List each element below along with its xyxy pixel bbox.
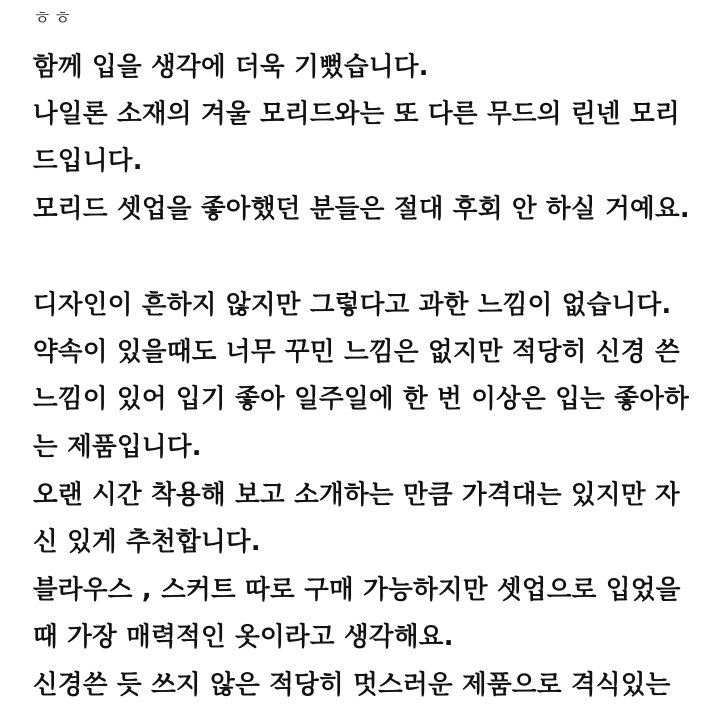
- text-line: 신 있게 추천합니다.: [33, 527, 261, 557]
- text-line: 오랜 시간 착용해 보고 소개하는 만큼 가격대는 있지만 자: [33, 480, 680, 510]
- text-line: 신경쓴 듯 쓰지 않은 적당히 멋스러운 제품으로 격식있는: [33, 670, 671, 700]
- text-line: 는 제품입니다.: [33, 432, 202, 462]
- text-line: 함께 입을 생각에 더욱 기뻤습니다.: [33, 52, 429, 82]
- text-line: 드입니다.: [33, 146, 143, 176]
- text-line: 나일론 소재의 겨울 모리드와는 또 다른 무드의 린넨 모리: [33, 99, 680, 129]
- text-line: 느낌이 있어 입기 좋아 일주일에 한 번 이상은 입는 좋아하: [33, 384, 690, 414]
- text-line: 블라우스 , 스커트 따로 구매 가능하지만 셋업으로 입었을: [33, 575, 681, 605]
- text-line: 디자인이 흔하지 않지만 그렇다고 과한 느낌이 없습니다.: [33, 290, 672, 320]
- intro-text: ㅎㅎ: [33, 7, 74, 29]
- text-line: 때 가장 매력적인 옷이라고 생각해요.: [33, 622, 454, 652]
- text-line: 모리드 셋업을 좋아했던 분들은 절대 후회 안 하실 거예요.: [33, 194, 690, 224]
- text-line: 약속이 있을때도 너무 꾸민 느낌은 없지만 적당히 신경 쓴: [33, 337, 680, 367]
